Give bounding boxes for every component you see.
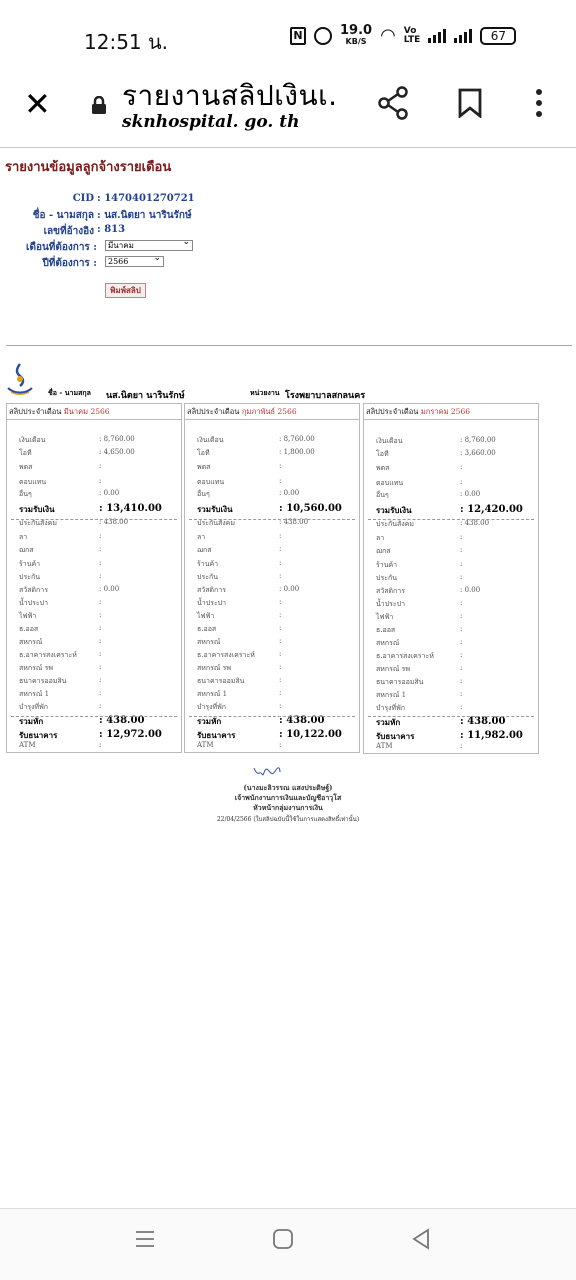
slip-value: : xyxy=(460,599,463,607)
print-slip-button[interactable]: พิมพ์สลิป xyxy=(105,283,146,298)
slip-label: สหกรณ์ รพ xyxy=(19,664,53,672)
slip-value: : xyxy=(99,689,102,697)
slip-label: ธ.ออส xyxy=(19,625,39,633)
slip-label: ตอบแทน xyxy=(376,479,404,487)
slip-label: พตส xyxy=(19,463,33,471)
slip-value: : xyxy=(99,637,102,645)
slip-value: : xyxy=(460,677,463,685)
slip-value: : xyxy=(460,690,463,698)
slip-column xyxy=(6,403,182,753)
slip-value: : xyxy=(99,650,102,658)
slip-label: ธ.อาคารสงเคราะห์ xyxy=(19,651,77,659)
slip-label: ลา xyxy=(19,533,28,541)
slip-label: รวมรับเงิน xyxy=(19,504,55,514)
slip-row-pts xyxy=(376,463,463,474)
slip-row-ghb xyxy=(19,650,102,661)
slip-label: ประกัน xyxy=(197,573,218,581)
slip-row-gov xyxy=(376,625,463,636)
slip-value: : xyxy=(460,546,463,554)
slip-value: : xyxy=(99,462,102,470)
slip-label: ร้านค้า xyxy=(197,560,219,568)
slip-row-shop xyxy=(376,560,463,571)
slip-row-total-income xyxy=(197,503,342,516)
slip-label: ฌกส xyxy=(19,546,34,554)
slip-dash-divider xyxy=(11,716,177,717)
header-unit-value: โรงพยาบาลสกลนคร xyxy=(285,391,366,401)
slip-label: เงินเดือน xyxy=(376,437,403,445)
slip-row-comp xyxy=(19,477,102,488)
slip-row-coop-hosp xyxy=(376,664,463,675)
slip-row-coop xyxy=(19,637,102,648)
slip-row-comp xyxy=(376,478,463,489)
slip-month: มีนาคม 2566 xyxy=(63,407,110,416)
slip-row-comp xyxy=(197,477,282,488)
slip-row-coop1 xyxy=(376,690,463,701)
year-label: ปีที่ต้องการ : xyxy=(42,258,97,269)
slip-row-electric xyxy=(197,611,282,622)
slip-row-welfare xyxy=(197,585,300,596)
slip-value: : xyxy=(460,573,463,581)
slip-row-ot xyxy=(19,448,135,459)
slip-title: สลิปประจำเดือน xyxy=(9,407,62,416)
slip-label: ฌกส xyxy=(376,547,391,555)
slip-label: ธนาคารออมสิน xyxy=(197,677,245,685)
slip-row-atm xyxy=(376,742,463,750)
ref-label: เลขที่อ้างอิง xyxy=(43,226,94,237)
recent-apps-icon[interactable] xyxy=(134,1228,156,1250)
slip-value: : xyxy=(99,477,102,485)
slip-value: : xyxy=(279,611,282,619)
slip-label: ประกัน xyxy=(376,574,397,582)
month-select[interactable]: มีนาคม ⌄ xyxy=(105,240,193,251)
slip-label: ไฟฟ้า xyxy=(19,612,37,620)
slip-label: รวมหัก xyxy=(376,717,401,727)
slip-label: พตส xyxy=(376,464,390,472)
slip-dash-divider xyxy=(189,519,355,520)
slip-label: ธ.ออส xyxy=(197,625,217,633)
slip-dash-divider xyxy=(11,519,177,520)
slip-value: : 13,410.00 xyxy=(99,503,162,514)
slip-value: : xyxy=(460,664,463,672)
slip-label: โอที xyxy=(19,449,32,457)
slip-row-water xyxy=(376,599,463,610)
slip-value: : 11,982.00 xyxy=(460,730,523,741)
slip-label: ร้านค้า xyxy=(19,560,41,568)
slip-value: : 438.00 xyxy=(99,715,145,726)
slip-row-electric xyxy=(19,611,102,622)
slip-value: : 3,660.00 xyxy=(460,449,496,457)
slip-title: สลิปประจำเดือน xyxy=(366,407,419,416)
status-time: 12:51 น. xyxy=(84,30,169,54)
slip-row-coop xyxy=(376,638,463,649)
slip-row-absent xyxy=(376,546,463,557)
divider xyxy=(0,147,576,148)
slip-label: ลา xyxy=(197,533,206,541)
slip-value: : xyxy=(279,477,282,485)
home-icon[interactable] xyxy=(272,1228,294,1250)
slip-row-leave xyxy=(376,533,463,544)
slip-row-atm xyxy=(197,741,282,749)
slip-value: : xyxy=(279,637,282,645)
slip-column xyxy=(184,403,360,753)
slip-row-maintenance xyxy=(19,702,102,713)
slip-label: รับธนาคาร xyxy=(19,730,58,740)
slip-value: : 0.00 xyxy=(460,586,481,594)
slip-label: ธนาคารออมสิน xyxy=(376,678,424,686)
slip-row-salary xyxy=(197,435,315,446)
slip-month: กุมภาพันธ์ 2566 xyxy=(241,407,297,416)
slip-value: : 438.00 xyxy=(99,518,129,526)
issue-date: 22/04/2566 (ใบสลิปฉบับนี้ใช้ในการแสดงสิทธิ์เท่านั้น) xyxy=(216,816,360,823)
slip-value: : xyxy=(99,741,102,749)
hospital-logo xyxy=(6,362,34,396)
slip-label: ประกันสังคม xyxy=(376,520,414,528)
slip-row-absent xyxy=(19,545,102,556)
slip-title: สลิปประจำเดือน xyxy=(187,407,240,416)
slip-label: สหกรณ์ 1 xyxy=(19,690,50,698)
slip-value: : 0.00 xyxy=(279,585,300,593)
slip-row-other xyxy=(19,489,120,500)
slip-dash-divider xyxy=(189,716,355,717)
slip-label: ประกัน xyxy=(19,573,40,581)
nfc-icon: N xyxy=(290,27,306,45)
slip-row-maintenance xyxy=(376,703,463,714)
share-icon[interactable] xyxy=(378,86,410,120)
slip-label: ธ.อาคารสงเคราะห์ xyxy=(376,652,434,660)
slip-value: : 0.00 xyxy=(99,489,120,497)
slip-label: สหกรณ์ 1 xyxy=(197,690,228,698)
header-name-label: ชื่อ - นามสกุล xyxy=(48,388,91,397)
slip-value: : 8,760.00 xyxy=(279,435,315,443)
slip-month: มกราคม 2566 xyxy=(420,407,470,416)
slip-dash-divider xyxy=(368,716,534,717)
slip-row-coop1 xyxy=(197,689,282,700)
slip-label: ไฟฟ้า xyxy=(197,612,215,620)
slip-value: : xyxy=(279,532,282,540)
name-label: ชื่อ - นามสกุล xyxy=(32,210,94,221)
slip-value: : xyxy=(279,624,282,632)
slip-value: : xyxy=(279,462,282,470)
slip-value: : 4,650.00 xyxy=(99,448,135,456)
slip-row-total-income xyxy=(376,504,523,517)
slip-label: ไฟฟ้า xyxy=(376,613,394,621)
ref-value: : 813 xyxy=(97,224,126,235)
slip-label: รวมหัก xyxy=(197,716,222,726)
battery-icon: 67 xyxy=(480,27,516,45)
slip-value: : xyxy=(99,676,102,684)
slip-value: : xyxy=(279,663,282,671)
report-heading: รายงานข้อมูลลูกจ้างรายเดือน xyxy=(5,160,172,175)
slip-value: : xyxy=(279,545,282,553)
slip-row-gsb xyxy=(197,676,282,687)
signal2-icon xyxy=(454,29,472,43)
alarm-icon xyxy=(314,27,332,45)
slip-header xyxy=(364,404,538,420)
slip-column xyxy=(363,403,539,754)
slip-value: : 0.00 xyxy=(279,489,300,497)
slip-label: เงินเดือน xyxy=(197,436,224,444)
slip-label: สหกรณ์ xyxy=(376,639,400,647)
slip-label: บำรุงที่พัก xyxy=(376,704,406,712)
slip-row-welfare xyxy=(19,585,120,596)
page-title: รายงานสลิปเงินเ. xyxy=(122,79,338,112)
slip-row-water xyxy=(19,598,102,609)
slip-value: : 12,420.00 xyxy=(460,504,523,515)
slip-row-ghb xyxy=(197,650,282,661)
slip-row-gsb xyxy=(376,677,463,688)
slip-label: น้ำประปา xyxy=(19,599,49,607)
slip-value: : xyxy=(99,572,102,580)
slip-value: : xyxy=(99,598,102,606)
signal-icon xyxy=(428,29,446,43)
slip-label: สหกรณ์ รพ xyxy=(197,664,231,672)
slip-row-ghb xyxy=(376,651,463,662)
slip-label: เงินเดือน xyxy=(19,436,46,444)
slip-value: : xyxy=(460,651,463,659)
slip-value: : xyxy=(460,703,463,711)
more-icon[interactable] xyxy=(535,88,543,118)
slip-row-atm xyxy=(19,741,102,749)
slip-value: : xyxy=(460,478,463,486)
slip-label: ธ.อาคารสงเคราะห์ xyxy=(197,651,255,659)
slip-label: พตส xyxy=(197,463,211,471)
cid-value: : 1470401270721 xyxy=(97,193,195,204)
month-label: เดือนที่ต้องการ : xyxy=(26,242,97,253)
slip-row-leave xyxy=(197,532,282,543)
slip-label: สวัสดิการ xyxy=(376,587,405,595)
header-name-value: นส.นิตยา นารินรักษ์ xyxy=(106,391,185,401)
slip-label: สวัสดิการ xyxy=(19,586,48,594)
slip-row-social xyxy=(376,519,490,530)
slip-label: รวมหัก xyxy=(19,716,44,726)
slip-row-shop xyxy=(197,559,282,570)
slip-row-coop-hosp xyxy=(19,663,102,674)
slip-label: ตอบแทน xyxy=(197,478,225,486)
slip-row-coop xyxy=(197,637,282,648)
slip-label: บำรุงที่พัก xyxy=(19,703,49,711)
signature-image xyxy=(252,764,282,778)
slip-label: สหกรณ์ 1 xyxy=(376,691,407,699)
slip-value: : xyxy=(99,559,102,567)
slip-value: : xyxy=(279,598,282,606)
bookmark-icon[interactable] xyxy=(458,88,482,118)
slip-value: : xyxy=(460,638,463,646)
slip-label: ATM xyxy=(376,742,393,750)
slip-label: รับธนาคาร xyxy=(376,731,415,741)
slip-label: น้ำประปา xyxy=(197,599,227,607)
slip-label: สหกรณ์ xyxy=(197,638,221,646)
signer-name: (นางมะลิวรรณ แสงประดิษฐ์) xyxy=(243,783,333,792)
slip-label: รวมรับเงิน xyxy=(197,504,233,514)
slip-row-gov xyxy=(197,624,282,635)
slip-row-absent xyxy=(197,545,282,556)
slip-row-insurance xyxy=(376,573,463,584)
slip-value: : xyxy=(460,533,463,541)
status-bar xyxy=(0,0,576,70)
slip-label: อื่นๆ xyxy=(376,491,389,499)
slip-value: : 12,972.00 xyxy=(99,729,162,740)
slip-value: : 0.00 xyxy=(460,490,481,498)
slip-value: : xyxy=(279,650,282,658)
slip-value: : 438.00 xyxy=(460,716,506,727)
slip-row-insurance xyxy=(197,572,282,583)
slip-row-coop-hosp xyxy=(197,663,282,674)
slip-value: : 10,122.00 xyxy=(279,729,342,740)
slip-label: น้ำประปา xyxy=(376,600,406,608)
slip-label: รวมรับเงิน xyxy=(376,505,412,515)
slip-label: ATM xyxy=(197,741,214,749)
volte-icon: Vo LTE xyxy=(403,25,421,45)
slip-value: : xyxy=(279,572,282,580)
slip-value: : 438.00 xyxy=(460,519,490,527)
slip-row-ot xyxy=(376,449,496,460)
slip-value: : xyxy=(279,702,282,710)
slip-label: ประกันสังคม xyxy=(197,519,235,527)
slip-label: ธนาคารออมสิน xyxy=(19,677,67,685)
back-icon[interactable] xyxy=(410,1228,432,1250)
slip-row-total-deduct xyxy=(376,716,506,729)
cid-label: CID xyxy=(72,193,94,204)
slip-value: : xyxy=(460,463,463,471)
slip-row-ot xyxy=(197,448,315,459)
signer-position2: หัวหน้ากลุ่มงานการเงิน xyxy=(253,803,323,812)
slip-label: ตอบแทน xyxy=(19,478,47,486)
slip-label: โอที xyxy=(197,449,210,457)
slip-row-gov xyxy=(19,624,102,635)
slip-label: ประกันสังคม xyxy=(19,519,57,527)
slip-row-maintenance xyxy=(197,702,282,713)
slip-label: สหกรณ์ รพ xyxy=(376,665,410,673)
slip-value: : xyxy=(99,611,102,619)
url-text[interactable]: sknhospital. go. th xyxy=(122,112,300,132)
slip-row-insurance xyxy=(19,572,102,583)
slip-label: สหกรณ์ xyxy=(19,638,43,646)
slip-value: : xyxy=(99,663,102,671)
year-select[interactable]: 2566 ⌄ xyxy=(105,256,164,267)
slip-header xyxy=(7,404,181,420)
wifi-icon: ◠ xyxy=(380,25,396,46)
slip-value: : 438.00 xyxy=(279,715,325,726)
slip-label: บำรุงที่พัก xyxy=(197,703,227,711)
slip-row-salary xyxy=(19,435,135,446)
slip-row-water xyxy=(197,598,282,609)
slip-row-gsb xyxy=(19,676,102,687)
net-speed: 19.0 KB/S xyxy=(340,23,373,46)
slip-dash-divider xyxy=(368,519,534,520)
slip-label: ธ.ออส xyxy=(376,626,396,634)
slip-value: : xyxy=(279,689,282,697)
close-icon[interactable]: ✕ xyxy=(24,85,51,123)
slip-row-total-income xyxy=(19,503,162,516)
slip-value: : xyxy=(460,625,463,633)
slip-label: ร้านค้า xyxy=(376,561,398,569)
slip-header xyxy=(185,404,359,420)
slip-label: ATM xyxy=(19,741,36,749)
slip-label: อื่นๆ xyxy=(197,490,210,498)
name-value: : นส.นิตยา นารินรักษ์ xyxy=(97,210,192,221)
slip-row-leave xyxy=(19,532,102,543)
slip-label: ลา xyxy=(376,534,385,542)
slip-value: : xyxy=(99,545,102,553)
slip-value: : xyxy=(460,560,463,568)
slip-row-pts xyxy=(19,462,102,473)
slip-row-other xyxy=(197,489,300,500)
slip-value: : 0.00 xyxy=(99,585,120,593)
slip-value: : 1,800.00 xyxy=(279,448,315,456)
header-unit-label: หน่วยงาน xyxy=(250,388,280,397)
slip-label: ฌกส xyxy=(197,546,212,554)
slip-value: : 8,760.00 xyxy=(460,436,496,444)
slip-value: : xyxy=(279,676,282,684)
slip-row-other xyxy=(376,490,481,501)
slip-row-salary xyxy=(376,436,496,447)
slip-row-welfare xyxy=(376,586,481,597)
signer-position: เจ้าพนักงานการเงินและบัญชีอาวุโส xyxy=(234,793,342,802)
slip-value: : xyxy=(99,624,102,632)
divider xyxy=(6,345,572,346)
lock-icon xyxy=(90,96,108,114)
slip-value: : 10,560.00 xyxy=(279,503,342,514)
slip-label: อื่นๆ xyxy=(19,490,32,498)
slip-value: : 438.00 xyxy=(279,518,309,526)
slip-row-coop1 xyxy=(19,689,102,700)
slip-value: : xyxy=(99,702,102,710)
slip-value: : xyxy=(99,532,102,540)
slip-row-electric xyxy=(376,612,463,623)
slip-label: สวัสดิการ xyxy=(197,586,226,594)
slip-value: : xyxy=(279,559,282,567)
slip-value: : xyxy=(279,741,282,749)
slip-label: รับธนาคาร xyxy=(197,730,236,740)
slip-row-pts xyxy=(197,462,282,473)
slip-row-shop xyxy=(19,559,102,570)
slip-value: : xyxy=(460,612,463,620)
slip-value: : 8,760.00 xyxy=(99,435,135,443)
slip-label: โอที xyxy=(376,450,389,458)
slip-value: : xyxy=(460,742,463,750)
